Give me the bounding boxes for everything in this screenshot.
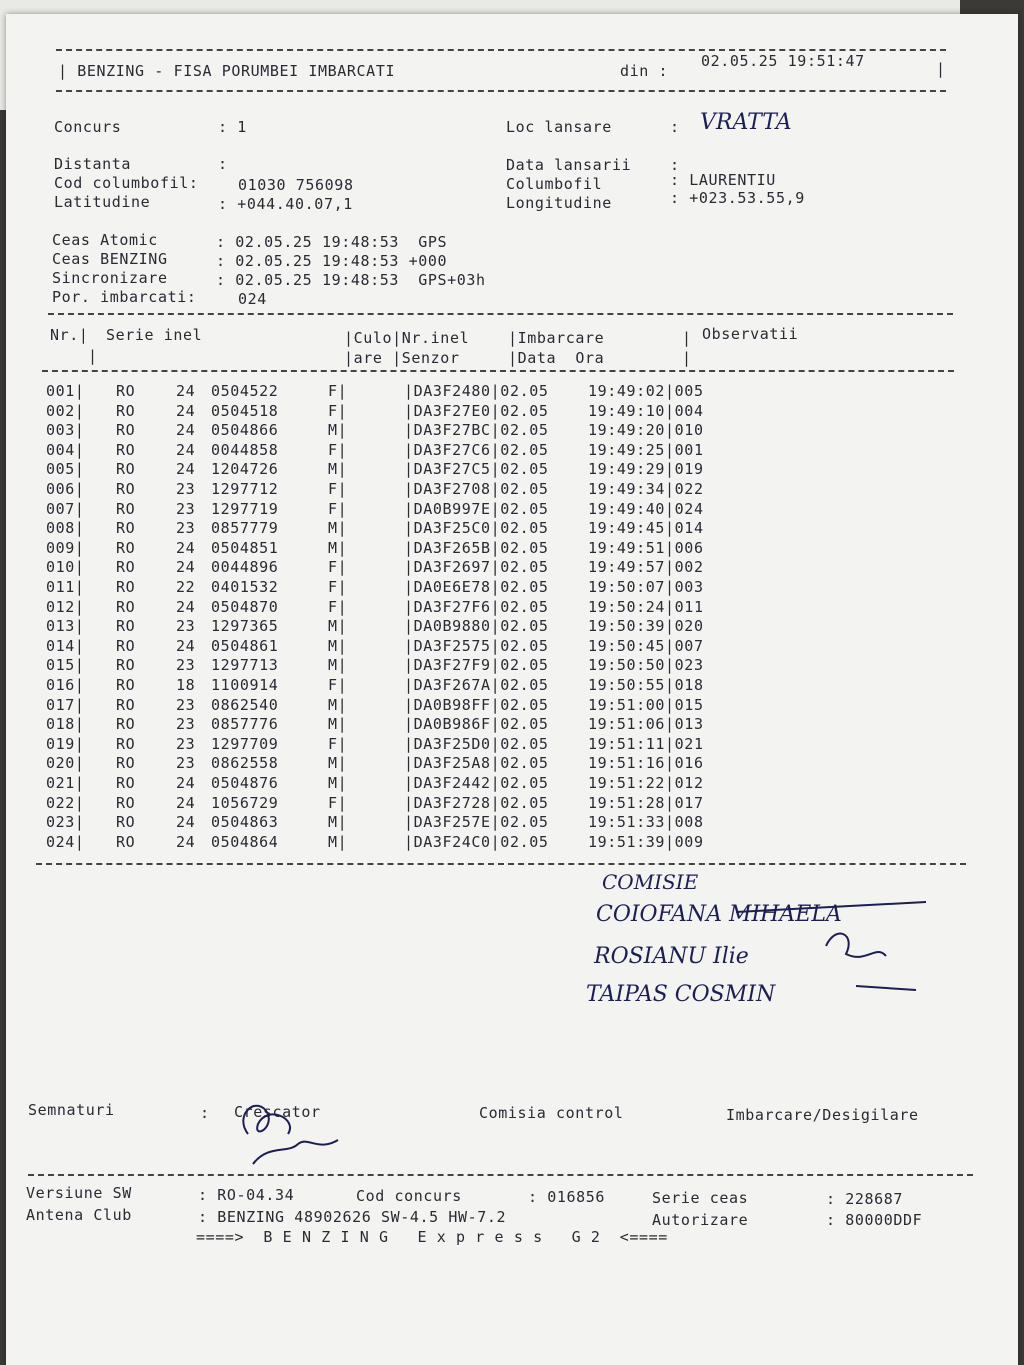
cell-sex: M|: [328, 460, 348, 479]
concurs-value: : 1: [218, 118, 247, 136]
cell-nr: 021|: [46, 774, 85, 792]
crescator-label: Crescator: [234, 1103, 321, 1121]
cell-country: RO: [116, 519, 136, 538]
cell-time-obs: 19:51:22|012: [588, 774, 704, 792]
distanta-label: Distanta: [54, 155, 132, 173]
cell-ring-number: 0504866: [211, 421, 279, 440]
cell-nr: 003|: [46, 421, 85, 440]
columbofil-value: : LAURENTIU: [670, 171, 776, 189]
col-header-are-senzor: |are |Senzor: [344, 349, 460, 367]
cell-sensor-date: |DA3F2728|02.05: [404, 793, 549, 812]
printed-sheet: [6, 14, 1018, 1365]
cell-country: RO: [116, 597, 136, 616]
cell-time-obs: 19:50:07|003: [588, 578, 704, 596]
cell-year: 24: [176, 636, 196, 655]
serie-ceas-label: Serie ceas: [652, 1189, 749, 1207]
cell-year: 24: [176, 382, 196, 400]
cell-ring-number: 0857776: [211, 715, 279, 734]
cell-nr: 001|: [46, 382, 85, 400]
cell-ring-number: 1297712: [211, 480, 279, 498]
cell-sensor-date: |DA3F257E|02.05: [404, 813, 549, 832]
cell-sensor-date: |DA0E6E78|02.05: [404, 578, 549, 596]
cell-sex: F|: [328, 734, 348, 753]
cell-ring-number: 1297713: [211, 656, 279, 675]
cell-country: RO: [116, 460, 136, 479]
cell-year: 24: [176, 460, 196, 479]
cell-ring-number: 1297709: [211, 734, 279, 753]
cell-ring-number: 1100914: [211, 676, 279, 694]
cell-sensor-date: |DA3F27BC|02.05: [404, 421, 549, 440]
sincronizare-value: : 02.05.25 19:48:53 GPS+03h: [216, 271, 486, 289]
autorizare-value: : 80000DDF: [826, 1211, 923, 1229]
cell-sex: M|: [328, 695, 348, 714]
cell-sex: F|: [328, 558, 348, 577]
cell-sensor-date: |DA3F2442|02.05: [404, 774, 549, 792]
cell-year: 24: [176, 440, 196, 459]
longitudine-value: : +023.53.55,9: [670, 189, 805, 207]
cell-year: 18: [176, 676, 196, 694]
cell-time-obs: 19:50:45|007: [588, 636, 704, 655]
cell-sex: M|: [328, 715, 348, 734]
cell-year: 23: [176, 617, 196, 636]
col-header-sep: |: [682, 329, 692, 347]
cell-nr: 004|: [46, 440, 85, 459]
cell-sensor-date: |DA3F25A8|02.05: [404, 754, 549, 773]
cell-country: RO: [116, 793, 136, 812]
antena-club-label: Antena Club: [26, 1206, 132, 1224]
cell-ring-number: 0862540: [211, 695, 279, 714]
cell-country: RO: [116, 617, 136, 636]
print-datetime: 02.05.25 19:51:47: [701, 52, 865, 70]
cell-nr: 008|: [46, 519, 85, 538]
cell-country: RO: [116, 401, 136, 420]
por-imbarcati-label: Por. imbarcati:: [52, 288, 197, 306]
cell-sensor-date: |DA3F27F6|02.05: [404, 597, 549, 616]
col-header-bar-end: |: [682, 349, 692, 367]
divider: [28, 1174, 973, 1176]
cell-time-obs: 19:49:29|019: [588, 460, 704, 479]
divider: [36, 863, 966, 865]
cell-ring-number: 0504876: [211, 774, 279, 792]
cell-sensor-date: |DA3F267A|02.05: [404, 676, 549, 694]
cell-time-obs: 19:50:55|018: [588, 676, 704, 694]
cell-ring-number: 0504518: [211, 401, 279, 420]
semnaturi-label: Semnaturi: [28, 1101, 115, 1119]
cell-year: 23: [176, 734, 196, 753]
cell-year: 24: [176, 401, 196, 420]
cell-country: RO: [116, 499, 136, 518]
cell-year: 23: [176, 754, 196, 773]
cell-sex: M|: [328, 754, 348, 773]
cell-sex: F|: [328, 597, 348, 616]
cell-country: RO: [116, 421, 136, 440]
cell-country: RO: [116, 538, 136, 557]
cell-nr: 019|: [46, 734, 85, 753]
sincronizare-label: Sincronizare: [52, 269, 168, 287]
cell-nr: 011|: [46, 578, 85, 596]
cell-time-obs: 19:49:02|005: [588, 382, 704, 400]
cell-year: 23: [176, 715, 196, 734]
cell-time-obs: 19:50:39|020: [588, 617, 704, 636]
cell-sensor-date: |DA3F2708|02.05: [404, 480, 549, 498]
cell-country: RO: [116, 656, 136, 675]
cell-year: 23: [176, 519, 196, 538]
columbofil-label: Columbofil: [506, 175, 603, 193]
cell-country: RO: [116, 734, 136, 753]
cell-time-obs: 19:51:33|008: [588, 813, 704, 832]
cell-country: RO: [116, 813, 136, 832]
cell-ring-number: 0504864: [211, 832, 279, 851]
cell-ring-number: 1297719: [211, 499, 279, 518]
cod-concurs-value: : 016856: [528, 1188, 606, 1206]
ceas-atomic-label: Ceas Atomic: [52, 231, 158, 249]
loc-lansare-handwritten: VRATTA: [700, 110, 792, 135]
divider: [56, 90, 946, 92]
cell-year: 24: [176, 558, 196, 577]
cell-year: 24: [176, 832, 196, 851]
cell-ring-number: 1056729: [211, 793, 279, 812]
cell-year: 24: [176, 813, 196, 832]
cell-sensor-date: |DA0B986F|02.05: [404, 715, 549, 734]
cell-time-obs: 19:49:25|001: [588, 440, 704, 459]
cell-time-obs: 19:49:57|002: [588, 558, 704, 577]
versiune-sw-label: Versiune SW: [26, 1184, 132, 1202]
handwritten-member-3: TAIPAS COSMIN: [586, 982, 776, 1007]
crescator-signature: [228, 1084, 348, 1174]
cell-sex: M|: [328, 519, 348, 538]
din-label: din :: [620, 62, 669, 80]
concurs-label: Concurs: [54, 118, 122, 136]
cell-nr: 022|: [46, 793, 85, 812]
cell-sex: F|: [328, 440, 348, 459]
cell-country: RO: [116, 636, 136, 655]
cell-sex: M|: [328, 636, 348, 655]
longitudine-label: Longitudine: [506, 194, 612, 212]
data-lansarii-label: Data lansarii: [506, 156, 632, 174]
col-header-culoare-nrinel: |Culo|Nr.inel: [344, 329, 470, 347]
col-header-nr: Nr.|: [50, 326, 89, 344]
cell-sensor-date: |DA3F27F9|02.05: [404, 656, 549, 675]
cell-year: 24: [176, 793, 196, 812]
cell-country: RO: [116, 715, 136, 734]
col-header-data-ora: |Data Ora: [508, 349, 605, 367]
loc-lansare-label: Loc lansare: [506, 118, 612, 136]
cell-sex: M|: [328, 656, 348, 675]
cell-sensor-date: |DA0B997E|02.05: [404, 499, 549, 518]
divider: [48, 313, 953, 315]
cell-country: RO: [116, 440, 136, 459]
cell-ring-number: 0504870: [211, 597, 279, 616]
cell-nr: 016|: [46, 676, 85, 694]
cell-time-obs: 19:51:28|017: [588, 793, 704, 812]
data-lansarii-value: :: [670, 156, 680, 174]
col-header-observatii: Observatii: [702, 325, 799, 343]
semnaturi-sep: :: [200, 1104, 210, 1122]
cell-ring-number: 0504851: [211, 538, 279, 557]
cell-nr: 002|: [46, 401, 85, 420]
cell-ring-number: 0504863: [211, 813, 279, 832]
cell-year: 23: [176, 656, 196, 675]
cell-year: 23: [176, 499, 196, 518]
cell-country: RO: [116, 832, 136, 851]
ceas-benzing-value: : 02.05.25 19:48:53 +000: [216, 252, 448, 270]
cell-country: RO: [116, 578, 136, 596]
col-header-bar: |: [88, 347, 98, 365]
cell-time-obs: 19:50:50|023: [588, 656, 704, 675]
cell-sensor-date: |DA0B98FF|02.05: [404, 695, 549, 714]
cell-nr: 014|: [46, 636, 85, 655]
cell-time-obs: 19:49:34|022: [588, 480, 704, 498]
cell-time-obs: 19:50:24|011: [588, 597, 704, 616]
serie-ceas-value: : 228687: [826, 1190, 904, 1208]
cell-nr: 013|: [46, 617, 85, 636]
cell-sensor-date: |DA3F25D0|02.05: [404, 734, 549, 753]
versiune-sw-value: : RO-04.34: [198, 1186, 295, 1204]
cell-time-obs: 19:51:06|013: [588, 715, 704, 734]
cell-sex: M|: [328, 538, 348, 557]
cod-concurs-label: Cod concurs: [356, 1187, 462, 1205]
cell-nr: 017|: [46, 695, 85, 714]
cell-sex: M|: [328, 832, 348, 851]
cell-sex: M|: [328, 421, 348, 440]
latitudine-label: Latitudine: [54, 193, 151, 211]
cell-sensor-date: |DA3F27C5|02.05: [404, 460, 549, 479]
cell-ring-number: 1297365: [211, 617, 279, 636]
cell-year: 24: [176, 421, 196, 440]
header-end-bar: |: [936, 60, 946, 78]
cell-nr: 009|: [46, 538, 85, 557]
cell-country: RO: [116, 754, 136, 773]
cell-time-obs: 19:49:10|004: [588, 401, 704, 420]
cell-nr: 005|: [46, 460, 85, 479]
pigeon-table: [6, 382, 1006, 862]
handwritten-comisie: COMISIE: [602, 870, 699, 894]
cell-year: 24: [176, 597, 196, 616]
committee-signature-strokes: [726, 894, 966, 1004]
cell-country: RO: [116, 382, 136, 400]
cell-year: 22: [176, 578, 196, 596]
cell-nr: 015|: [46, 656, 85, 675]
distanta-value: :: [218, 155, 228, 173]
cell-sex: M|: [328, 813, 348, 832]
comisia-control-label: Comisia control: [479, 1104, 624, 1122]
cell-country: RO: [116, 695, 136, 714]
cell-time-obs: 19:49:51|006: [588, 538, 704, 557]
cell-ring-number: 0044858: [211, 440, 279, 459]
cell-sex: F|: [328, 401, 348, 420]
autorizare-label: Autorizare: [652, 1211, 749, 1229]
cell-country: RO: [116, 480, 136, 498]
cell-sensor-date: |DA3F265B|02.05: [404, 538, 549, 557]
cell-time-obs: 19:51:11|021: [588, 734, 704, 753]
cell-sensor-date: |DA3F2697|02.05: [404, 558, 549, 577]
document-title: | BENZING - FISA PORUMBEI IMBARCATI: [58, 62, 396, 80]
cell-year: 24: [176, 774, 196, 792]
cell-nr: 010|: [46, 558, 85, 577]
cell-nr: 020|: [46, 754, 85, 773]
ceas-atomic-value: : 02.05.25 19:48:53 GPS: [216, 233, 448, 251]
cell-nr: 006|: [46, 480, 85, 498]
antena-club-value: : BENZING 48902626 SW-4.5 HW-7.2: [198, 1208, 507, 1226]
cell-year: 23: [176, 695, 196, 714]
ceas-benzing-label: Ceas BENZING: [52, 250, 168, 268]
col-header-serie-inel: Serie inel: [106, 326, 203, 344]
cell-ring-number: 0044896: [211, 558, 279, 577]
cell-nr: 018|: [46, 715, 85, 734]
por-imbarcati-value: 024: [238, 290, 267, 308]
cell-country: RO: [116, 774, 136, 792]
cell-sensor-date: |DA3F24C0|02.05: [404, 832, 549, 851]
cell-sex: F|: [328, 382, 348, 400]
cell-sex: F|: [328, 578, 348, 596]
handwritten-member-1: COIOFANA MIHAELA: [596, 902, 842, 927]
cell-time-obs: 19:51:16|016: [588, 754, 704, 773]
cell-sex: M|: [328, 774, 348, 792]
cell-year: 24: [176, 538, 196, 557]
cell-country: RO: [116, 558, 136, 577]
divider: [42, 370, 954, 372]
cell-time-obs: 19:51:00|015: [588, 695, 704, 714]
cell-time-obs: 19:49:20|010: [588, 421, 704, 440]
handwritten-member-2: ROSIANU Ilie: [594, 944, 749, 969]
col-header-imbarcare: |Imbarcare: [508, 329, 605, 347]
divider: [56, 49, 946, 51]
cell-sensor-date: |DA3F25C0|02.05: [404, 519, 549, 538]
cell-sensor-date: |DA0B9880|02.05: [404, 617, 549, 636]
cell-sensor-date: |DA3F27E0|02.05: [404, 401, 549, 420]
cell-sex: M|: [328, 617, 348, 636]
cell-nr: 024|: [46, 832, 85, 851]
cell-ring-number: 0862558: [211, 754, 279, 773]
cod-columbofil-label: Cod columbofil:: [54, 174, 199, 192]
cell-ring-number: 0504522: [211, 382, 279, 400]
cell-sex: F|: [328, 499, 348, 518]
cod-columbofil-value: 01030 756098: [238, 176, 354, 194]
cell-time-obs: 19:49:40|024: [588, 499, 704, 518]
cell-nr: 012|: [46, 597, 85, 616]
loc-lansare-sep: :: [670, 118, 680, 136]
cell-sex: F|: [328, 793, 348, 812]
cell-nr: 023|: [46, 813, 85, 832]
cell-sensor-date: |DA3F27C6|02.05: [404, 440, 549, 459]
latitudine-value: : +044.40.07,1: [218, 195, 353, 213]
cell-sensor-date: |DA3F2480|02.05: [404, 382, 549, 400]
cell-ring-number: 0857779: [211, 519, 279, 538]
cell-nr: 007|: [46, 499, 85, 518]
cell-year: 23: [176, 480, 196, 498]
cell-sensor-date: |DA3F2575|02.05: [404, 636, 549, 655]
cell-ring-number: 0504861: [211, 636, 279, 655]
cell-ring-number: 0401532: [211, 578, 279, 596]
benzing-express-banner: ====> B E N Z I N G E x p r e s s G 2 <====: [196, 1228, 668, 1246]
cell-time-obs: 19:49:45|014: [588, 519, 704, 538]
imbarcare-desigilare-label: Imbarcare/Desigilare: [726, 1106, 919, 1124]
cell-time-obs: 19:51:39|009: [588, 832, 704, 851]
cell-ring-number: 1204726: [211, 460, 279, 479]
cell-sex: F|: [328, 480, 348, 498]
cell-sex: F|: [328, 676, 348, 694]
cell-country: RO: [116, 676, 136, 694]
